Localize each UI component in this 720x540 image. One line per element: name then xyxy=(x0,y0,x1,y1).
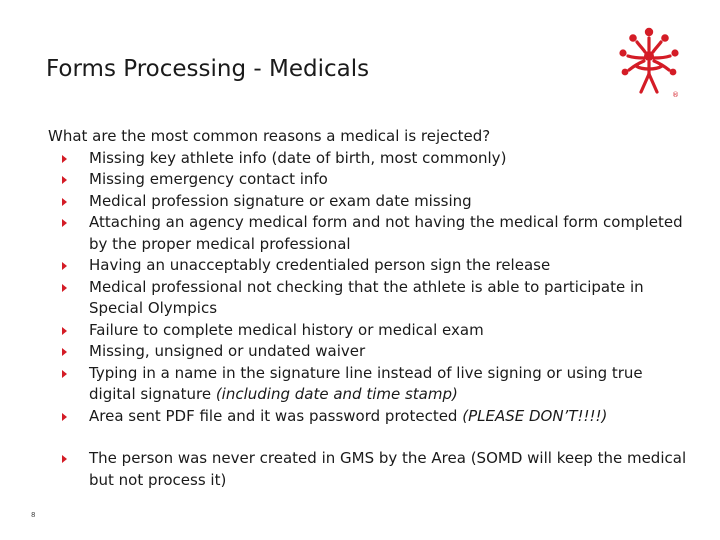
reasons-list xyxy=(48,148,688,492)
list-item: Medical profession signature or exam date missing xyxy=(48,191,688,213)
triangle-bullet-icon xyxy=(62,198,67,206)
triangle-bullet-icon xyxy=(62,155,67,163)
page-number: 8 xyxy=(31,511,36,519)
list-item: Area sent PDF file and it was password protected (PLEASE DON’T!!!!) xyxy=(48,406,688,428)
list-item: The person was never created in GMS by the Area (SOMD will keep the medical but not process it) xyxy=(48,448,688,491)
triangle-bullet-icon xyxy=(62,219,67,227)
triangle-bullet-icon xyxy=(62,284,67,292)
registered-mark: ® xyxy=(672,91,679,99)
page-title: Forms Processing - Medicals xyxy=(46,56,370,82)
triangle-bullet-icon xyxy=(62,176,67,184)
triangle-bullet-icon xyxy=(62,455,67,463)
list-item: Typing in a name in the signature line instead of live signing or using true digital signature (including date and time stamp) xyxy=(48,363,688,406)
slide-body xyxy=(48,126,688,491)
triangle-bullet-icon xyxy=(62,413,67,421)
special-olympics-logo-icon xyxy=(612,26,686,100)
list-item: Medical professional not checking that the athlete is able to participate in Special Olympics xyxy=(48,277,688,320)
list-item: Missing, unsigned or undated waiver xyxy=(48,341,688,363)
question-text: What are the most common reasons a medical is rejected? xyxy=(48,127,491,145)
list-item: Missing key athlete info (date of birth, most commonly) xyxy=(48,148,688,170)
list-item: Failure to complete medical history or medical exam xyxy=(48,320,688,342)
list-item: Missing emergency contact info xyxy=(48,169,688,191)
list-item: Attaching an agency medical form and not having the medical form completed by the proper medical professional xyxy=(48,212,688,255)
list-item: Having an unacceptably credentialed person sign the release xyxy=(48,255,688,277)
triangle-bullet-icon xyxy=(62,327,67,335)
triangle-bullet-icon xyxy=(62,262,67,270)
triangle-bullet-icon xyxy=(62,370,67,378)
triangle-bullet-icon xyxy=(62,348,67,356)
